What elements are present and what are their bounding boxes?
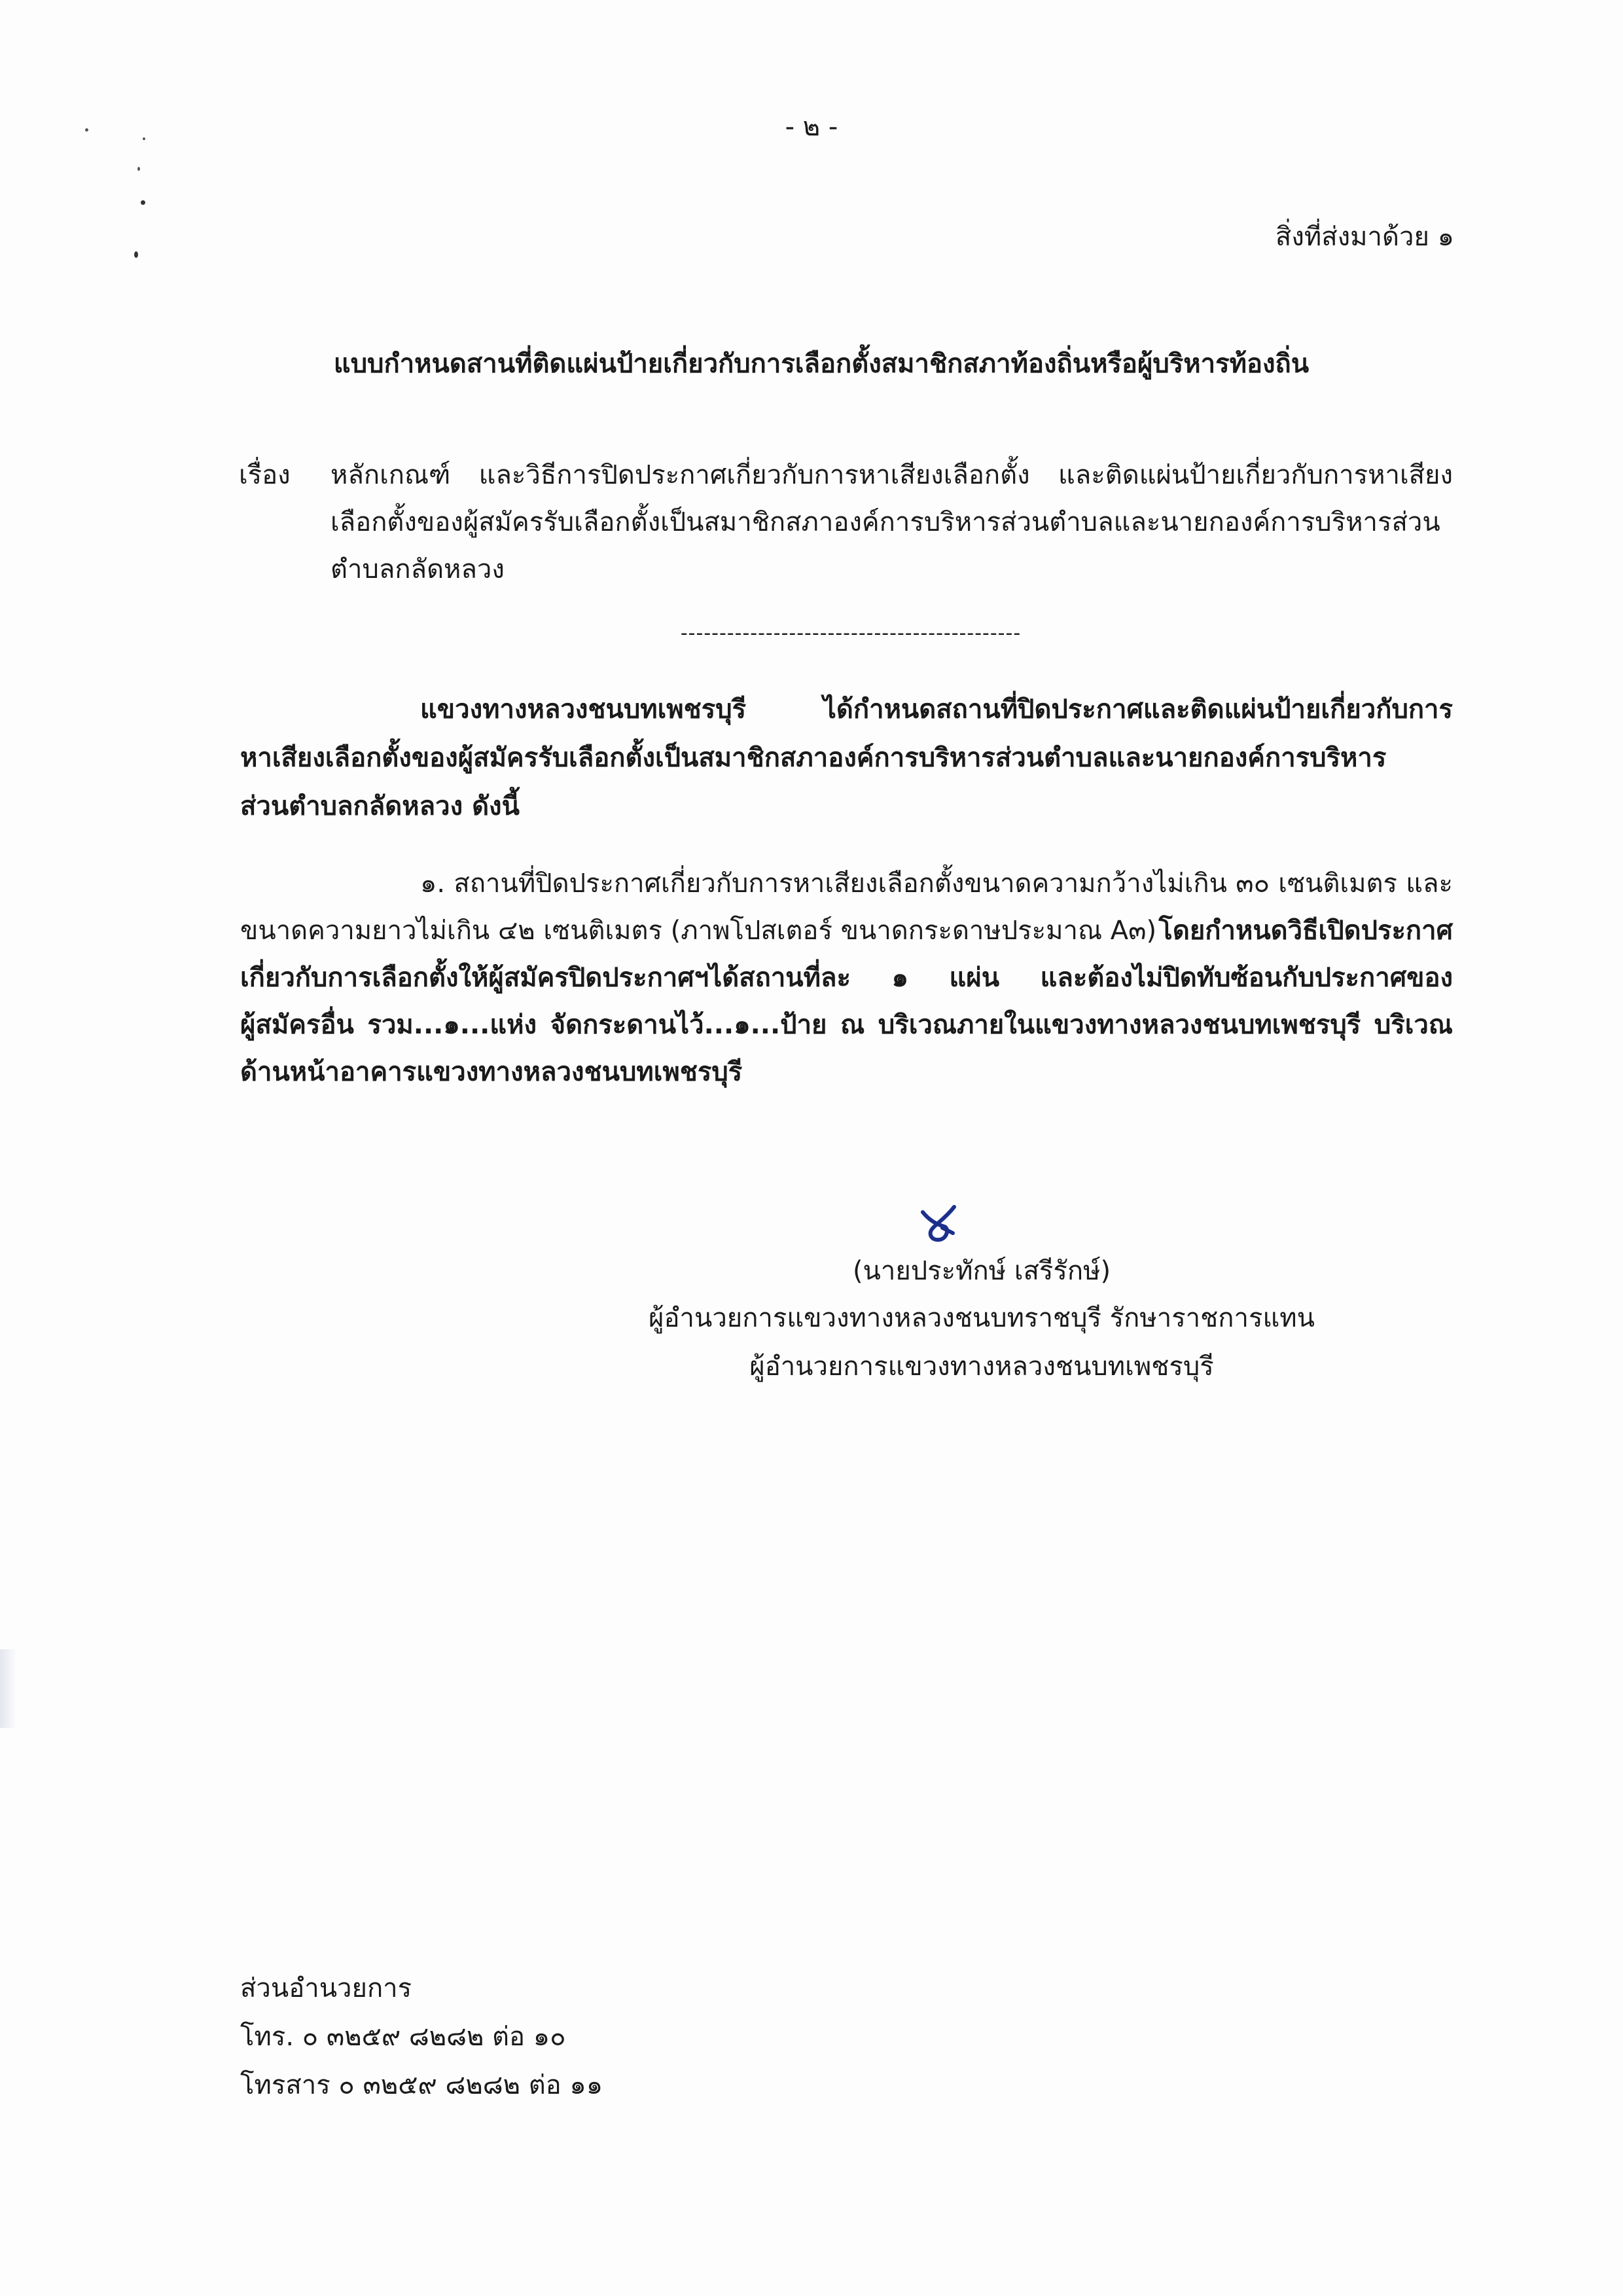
item1-line-5: ด้านหน้าอาคารแขวงทางหลวงชนบทเพชรบุรี [240, 1057, 743, 1087]
contact-fax: โทรสาร ๐ ๓๒๕๙ ๘๒๘๒ ต่อ ๑๑ [240, 2070, 603, 2100]
intro-line-1: แขวงทางหลวงชนบทเพชรบุรี ได้กำหนดสถานที่ปิดประกาศและติดแผ่นป้ายเกี่ยวกับการ [420, 694, 1453, 725]
scan-edge-shadow [0, 1649, 17, 1728]
intro-line-2: หาเสียงเลือกตั้งของผู้สมัครรับเลือกตั้งเป็นสมาชิกสภาองค์การบริหารส่วนตำบลและนายกองค์การบริหาร [240, 743, 1387, 773]
item1-line-4: ผู้สมัครอื่น รวม...๑...แห่ง จัดกระดานไว้...๑...ป้าย ณ บริเวณภายในแขวงทางหลวงชนบทเพชรบุรี บริเวณ [240, 1010, 1453, 1040]
signatory-name: (นายประทักษ์ เสรีรักษ์) [852, 1256, 1111, 1286]
contact-phone: โทร. ๐ ๓๒๕๙ ๘๒๘๒ ต่อ ๑๐ [240, 2022, 566, 2052]
intro-line-3: ส่วนตำบลกลัดหลวง ดังนี้ [240, 791, 520, 821]
item1-line-3: เกี่ยวกับการเลือกตั้งให้ผู้สมัครปิดประกาศฯได้สถานที่ละ ๑ แผ่น และต้องไม่ปิดทับซ้อนกับประกาศของ [240, 963, 1453, 993]
attachment-label: สิ่งที่ส่งมาด้วย ๑ [1275, 222, 1454, 252]
form-title: แบบกำหนดสานที่ติดแผ่นป้ายเกี่ยวกับการเลือกตั้งสมาชิกสภาท้องถิ่นหรือผู้บริหารท้องถิ่น [333, 349, 1310, 379]
page-number: - ๒ - [785, 112, 838, 142]
item1-line-2 [240, 907, 1453, 954]
subject-line-1: หลักเกณฑ์ และวิธีการปิดประกาศเกี่ยวกับการหาเสียงเลือกตั้ง และติดแผ่นป้ายเกี่ยวกับการหาเสียง [330, 460, 1453, 490]
contact-department: ส่วนอำนวยการ [240, 1973, 412, 2003]
signature-mark [908, 1199, 967, 1251]
subject-line-3: ตำบลกลัดหลวง [330, 554, 505, 584]
item1-line-2-normal: ขนาดความยาวไม่เกิน ๔๒ เซนติเมตร (ภาพโปสเตอร์ ขนาดกระดาษประมาณ A๓) [240, 916, 1157, 946]
item1-line-2-bold: โดยกำหนดวิธีเปิดประกาศ [1158, 916, 1453, 946]
item1-line-1: ๑. สถานที่ปิดประกาศเกี่ยวกับการหาเสียงเลือกตั้งขนาดความกว้างไม่เกิน ๓๐ เซนติเมตร และ [420, 869, 1453, 899]
subject-line-2: เลือกตั้งของผู้สมัครรับเลือกตั้งเป็นสมาชิกสภาองค์การบริหารส่วนตำบลและนายกองค์การบริหารส่วน [330, 507, 1440, 537]
separator-line: -------------------------------------------- [680, 622, 1022, 645]
signatory-position-1: ผู้อำนวยการแขวงทางหลวงชนบทราชบุรี รักษาราชการแทน [649, 1303, 1315, 1333]
signatory-position-2: ผู้อำนวยการแขวงทางหลวงชนบทเพชรบุรี [749, 1352, 1214, 1382]
subject-label: เรื่อง [239, 460, 291, 490]
